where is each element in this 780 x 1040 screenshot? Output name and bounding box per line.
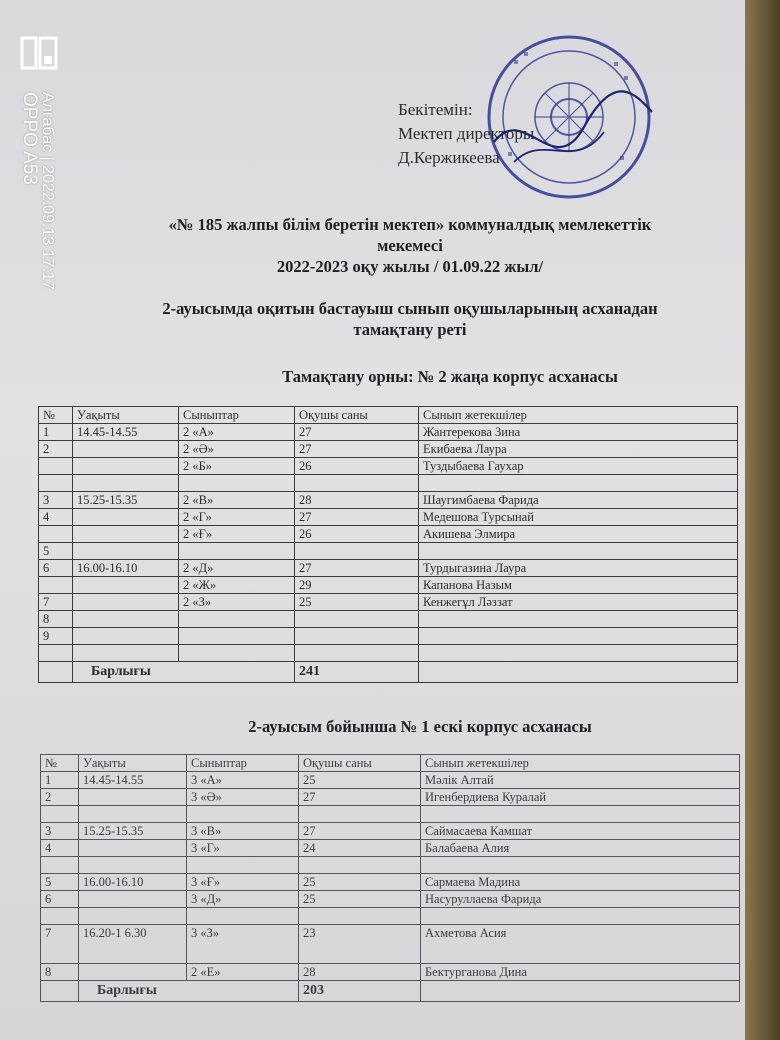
table-cell: 2 «В» [179,492,295,509]
table-cell: 27 [295,509,419,526]
table-cell: 3 [41,823,79,840]
table-cell: 27 [295,424,419,441]
table-cell [295,611,419,628]
table-cell: 26 [295,458,419,475]
table-cell: Мәлік Алтай [421,772,740,789]
schedule-table-new-building [38,406,738,683]
table-cell: 16.00-16.10 [73,560,179,577]
table-cell: 2 «Ж» [179,577,295,594]
table-cell: 3 «Д» [187,891,299,908]
table-cell [179,543,295,560]
table-row [41,874,740,891]
table-cell [421,981,740,1002]
table-cell [73,475,179,492]
table-row [41,806,740,823]
table-row [41,925,740,964]
table-cell: Ахметова Асия [421,925,740,964]
table-cell: 15.25-15.35 [79,823,187,840]
table-cell [79,891,187,908]
table-row [39,577,738,594]
table-row [39,628,738,645]
table-header-row [41,755,740,772]
table-cell: 15.25-15.35 [73,492,179,509]
table-cell: 16.00-16.10 [79,874,187,891]
table-cell: 3 «В» [187,823,299,840]
table-cell: Акишева Элмира [419,526,738,543]
table-cell [79,964,187,981]
table-cell [179,628,295,645]
table-cell: 2 «Е» [187,964,299,981]
approval-line: Д.Кержикеева [398,148,500,167]
table-cell: 2 «Д» [179,560,295,577]
title-line: «№ 185 жалпы білім беретін мектеп» коммуналдық мемлекеттік [168,215,652,234]
title-line: 2022-2023 оқу жылы / 01.09.22 жыл/ [276,257,544,276]
table-cell [187,908,299,925]
table-cell: 1 [41,772,79,789]
table-row [41,772,740,789]
watermark-model: OPPO A53 [19,92,40,185]
table-cell: 2 [39,441,73,458]
table-cell: 2 «Б» [179,458,295,475]
column-header: № [39,407,73,424]
table-row [41,857,740,874]
total-row [41,981,740,1002]
table-cell [295,543,419,560]
table-cell: 7 [39,594,73,611]
table-cell [73,611,179,628]
table-cell [421,908,740,925]
table-cell [419,662,738,683]
table-cell [179,611,295,628]
column-header: Сынып жетекшілер [419,407,738,424]
table-cell: Бектурганова Дина [421,964,740,981]
table-row [39,492,738,509]
table-cell: Медешова Турсынай [419,509,738,526]
table-row [39,526,738,543]
table-cell [187,857,299,874]
table-cell: 3 «Г» [187,840,299,857]
table-cell: 14.45-14.55 [73,424,179,441]
table-cell [79,806,187,823]
table-cell [39,662,73,683]
table-cell [299,908,421,925]
approval-line: Бекітемін: [398,100,473,119]
column-header: № [41,755,79,772]
table-cell: 25 [299,874,421,891]
total-value: 241 [295,662,419,683]
table-cell [41,857,79,874]
table-cell: 5 [41,874,79,891]
table-cell [73,458,179,475]
table-cell [79,789,187,806]
table-row [41,789,740,806]
table-row [41,964,740,981]
table-cell: Кенжегұл Ләззат [419,594,738,611]
table-cell: 2 «Г» [179,509,295,526]
table-cell: 8 [41,964,79,981]
table-cell [73,594,179,611]
table-cell [73,577,179,594]
table-cell [39,475,73,492]
table-cell: 2 «Ғ» [179,526,295,543]
table-cell: Игенбердиева Куралай [421,789,740,806]
table-cell [419,628,738,645]
table-cell: 5 [39,543,73,560]
table-cell: 27 [299,789,421,806]
table-cell: 28 [299,964,421,981]
schedule-table-old-building [40,754,740,1002]
table-cell [73,441,179,458]
table-cell [295,628,419,645]
column-header: Сынып жетекшілер [421,755,740,772]
table-cell [79,857,187,874]
camera-watermark [14,30,64,370]
column-header: Сыныптар [187,755,299,772]
table-row [41,891,740,908]
table-cell: 3 «Ә» [187,789,299,806]
table-row [39,441,738,458]
column-header: Оқушы саны [299,755,421,772]
title-line: тамақтану реті [353,320,467,339]
table-row [39,475,738,492]
table-cell: 3 «А» [187,772,299,789]
dining-place-heading: Тамақтану орны: № 2 жаңа корпус асханасы [282,367,618,386]
table-cell: 6 [41,891,79,908]
table-cell: Жантерекова Зина [419,424,738,441]
table-cell: 2 «А» [179,424,295,441]
table-cell [41,981,79,1002]
table-header-row [39,407,738,424]
total-label: Барлығы [73,662,295,683]
table-cell: 27 [295,441,419,458]
table-cell: 25 [299,772,421,789]
table-cell: 2 «З» [179,594,295,611]
table-cell [73,628,179,645]
table-cell [419,611,738,628]
table-row [41,908,740,925]
column-header: Сыныптар [179,407,295,424]
table-cell [421,806,740,823]
background-edge [745,0,780,1040]
table-cell [179,645,295,662]
table-cell: 4 [39,509,73,526]
table-cell [299,806,421,823]
table-cell: 3 [39,492,73,509]
table-cell [419,543,738,560]
total-label: Барлығы [79,981,299,1002]
column-header: Оқушы саны [295,407,419,424]
table-row [39,458,738,475]
table-cell: 28 [295,492,419,509]
total-row [39,662,738,683]
table-cell: 25 [295,594,419,611]
schedule-title [100,298,720,340]
table-cell: 23 [299,925,421,964]
column-header: Уақыты [73,407,179,424]
table-cell: Сармаева Мадина [421,874,740,891]
table-cell: 2 [41,789,79,806]
table-cell [41,908,79,925]
table-cell [419,645,738,662]
table-row [39,543,738,560]
table-cell [79,840,187,857]
table-cell: Турдыгазина Лаура [419,560,738,577]
table-cell [299,857,421,874]
table-cell [73,645,179,662]
table-cell [39,645,73,662]
table-cell: 3 «Ғ» [187,874,299,891]
table-cell: Капанова Назым [419,577,738,594]
table-cell: Балабаева Алия [421,840,740,857]
table-cell [295,475,419,492]
table-cell [39,526,73,543]
table-cell [79,908,187,925]
title-line: 2-ауысымда оқитын бастауыш сынып оқушыларының асханадан [162,299,658,318]
table-cell: 27 [295,560,419,577]
column-header: Уақыты [79,755,187,772]
approval-line: Мектеп директоры [398,124,535,143]
table-cell: 4 [41,840,79,857]
table-row [39,594,738,611]
table-cell: 14.45-14.55 [79,772,187,789]
table-cell [73,526,179,543]
second-dining-heading: 2-ауысым бойынша № 1 ескі корпус асханасы [248,717,592,736]
table-cell: 3 «З» [187,925,299,964]
table-row [39,509,738,526]
table-cell: 29 [295,577,419,594]
table-cell [73,543,179,560]
school-title [100,214,720,277]
table-row [39,424,738,441]
table-cell [179,475,295,492]
table-cell: 2 «Ә» [179,441,295,458]
table-cell [421,857,740,874]
table-cell [39,577,73,594]
table-cell: 27 [299,823,421,840]
table-cell: 24 [299,840,421,857]
camera-logo-icon [20,36,60,72]
table-cell [41,806,79,823]
table-row [41,840,740,857]
table-row [39,645,738,662]
table-cell [187,806,299,823]
table-row [39,560,738,577]
table-cell [295,645,419,662]
table-row [39,611,738,628]
table-cell: Насуруллаева Фарида [421,891,740,908]
table-cell: 6 [39,560,73,577]
table-cell: 26 [295,526,419,543]
table-cell: Екибаева Лаура [419,441,738,458]
table-cell: Саймасаева Камшат [421,823,740,840]
table-cell: 16.20-1 6.30 [79,925,187,964]
approval-block [398,98,534,170]
table-cell: 25 [299,891,421,908]
table-cell [419,475,738,492]
table-cell: 1 [39,424,73,441]
table-cell: 9 [39,628,73,645]
table-cell: 8 [39,611,73,628]
total-value: 203 [299,981,421,1002]
table-cell [73,509,179,526]
watermark-date: Алгабас | 2022.09.13 17:17 [39,92,56,290]
table-cell: Туздыбаева Гаухар [419,458,738,475]
table-cell: Шаугимбаева Фарида [419,492,738,509]
table-row [41,823,740,840]
title-line: мекемесі [377,236,443,255]
table-cell [39,458,73,475]
table-cell: 7 [41,925,79,964]
